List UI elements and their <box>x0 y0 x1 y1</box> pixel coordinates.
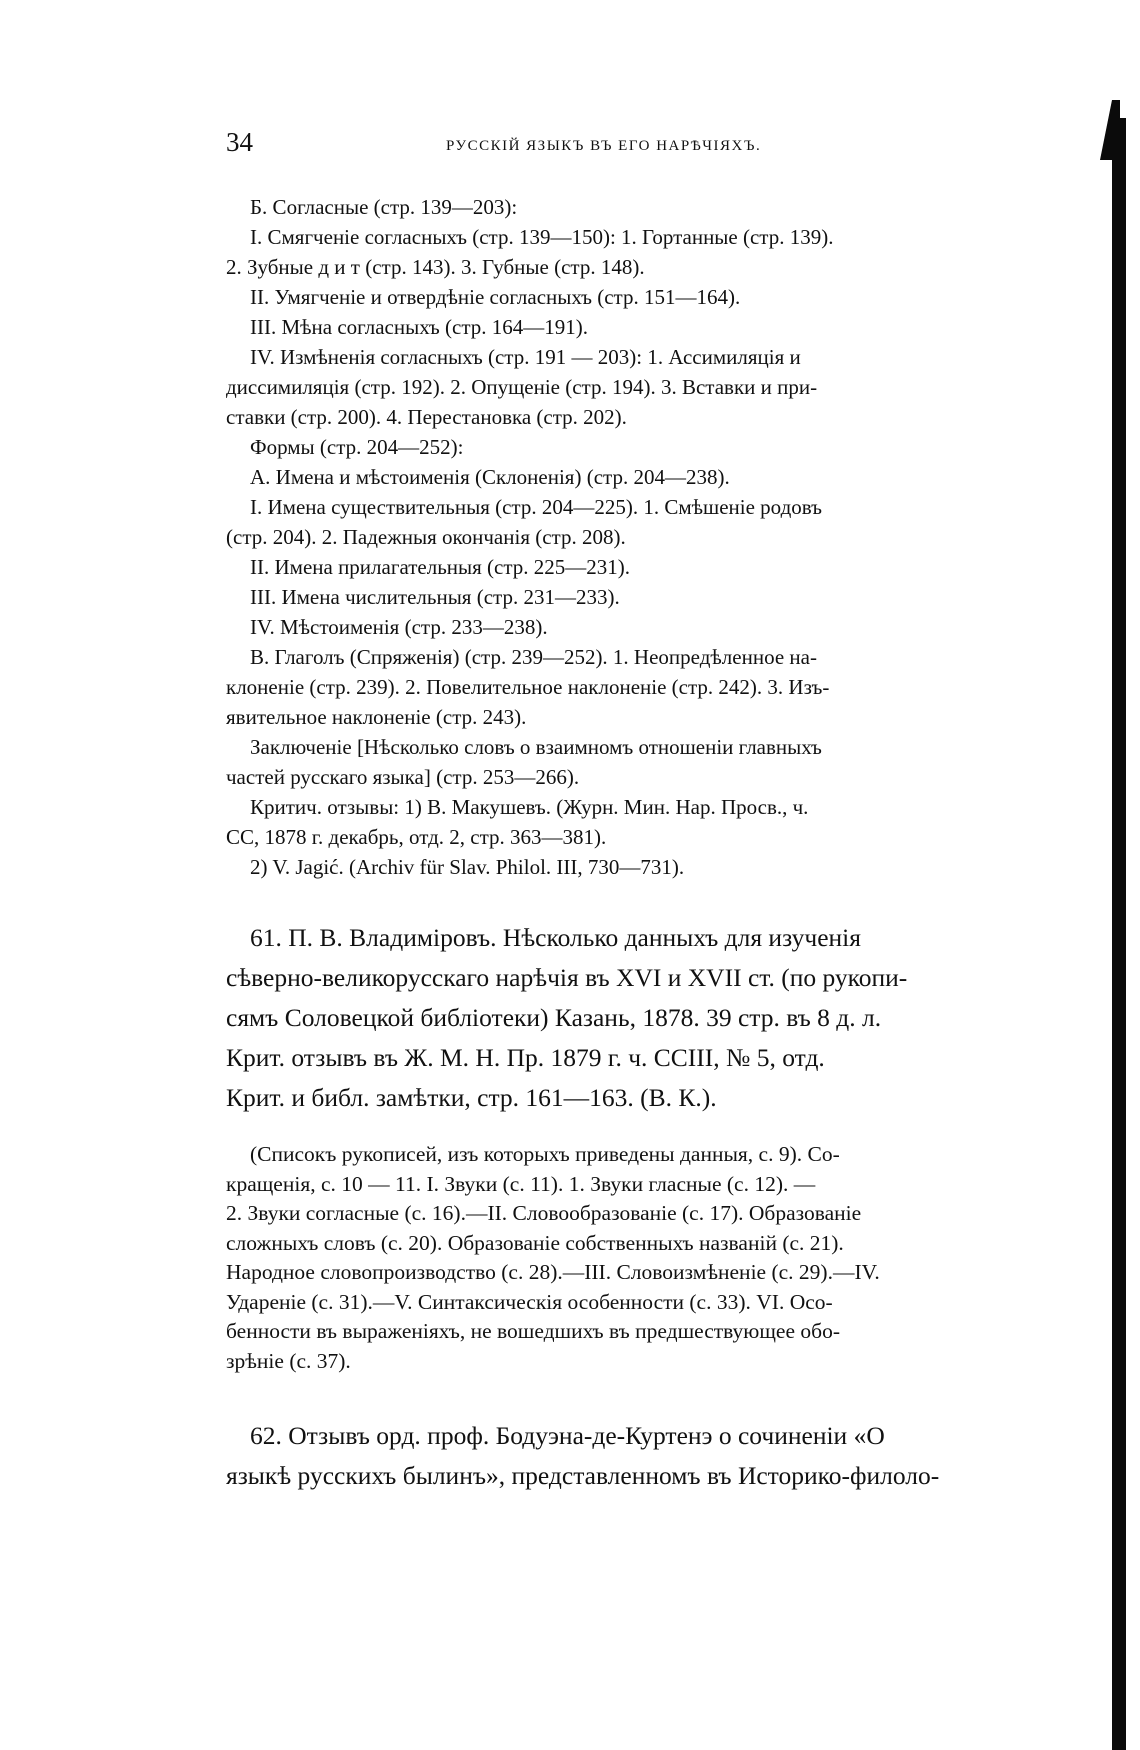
text-line: кращенія, с. 10 — 11. I. Звуки (с. 11). 1. Звуки гласные (с. 12). — <box>226 1171 816 1196</box>
spacer <box>226 882 1026 918</box>
running-title: РУССКІЙ ЯЗЫКЪ ВЪ ЕГО НАРѢЧІЯХЪ. <box>446 138 762 154</box>
spacer <box>226 1376 1026 1416</box>
text-line: Крит. и библ. замѣтки, стр. 161—163. (В. К.). <box>226 1083 717 1112</box>
text-line: явительное наклоненіе (стр. 243). <box>226 705 527 729</box>
text-line: бенности въ выраженіяхъ, не вошедшихъ въ предшествующее обо- <box>226 1319 840 1343</box>
text-line: II. Имена прилагательныя (стр. 225—231). <box>250 555 631 579</box>
page-number: 34 <box>226 127 253 157</box>
text-line: 2. Зубные д и т (стр. 143). 3. Губные (стр. 148). <box>226 255 645 279</box>
text-line: Критич. отзывы: 1) В. Макушевъ. (Журн. Мин. Нар. Просв., ч. <box>250 795 809 819</box>
spacer <box>226 1118 1026 1140</box>
text-line: сѣверно-великорусскаго нарѣчія въ XVI и XVII ст. (по рукопи- <box>226 963 908 992</box>
bibliography-entry-61 <box>226 918 1026 1118</box>
text-line: 2. Звуки согласные (с. 16).—II. Словообразованіе (с. 17). Образованіе <box>226 1201 862 1225</box>
text-line: клоненіе (стр. 239). 2. Повелительное наклоненіе (стр. 242). 3. Изъ- <box>226 675 830 699</box>
text-line: сямъ Соловецкой библіотеки) Казань, 1878. 39 стр. въ 8 д. л. <box>226 1003 882 1032</box>
text-line: частей русскаго языка] (стр. 253—266). <box>226 765 580 789</box>
page-header <box>226 126 1026 166</box>
text-line: Б. Согласные (стр. 139—203): <box>250 195 518 219</box>
text-line: Народное словопроизводство (с. 28).—III. Словоизмѣненіе (с. 29).—IV. <box>226 1260 880 1284</box>
text-line: 61. П. В. Владиміровъ. Нѣсколько данныхъ для изученія <box>250 923 861 952</box>
text-line: I. Смягченіе согласныхъ (стр. 139—150): 1. Гортанные (стр. 139). <box>250 225 834 249</box>
text-line: Заключеніе [Нѣсколько словъ о взаимномъ отношеніи главныхъ <box>250 735 822 759</box>
text-line: (Списокъ рукописей, изъ которыхъ приведены данныя, с. 9). Со- <box>250 1142 840 1166</box>
text-line: ставки (стр. 200). 4. Перестановка (стр. 202). <box>226 405 627 429</box>
text-line: Крит. отзывъ въ Ж. М. Н. Пр. 1879 г. ч. CCIII, № 5, отд. <box>226 1043 825 1072</box>
scan-edge-shadow <box>1112 118 1126 1750</box>
text-line: (стр. 204). 2. Падежныя окончанія (стр. 208). <box>226 525 626 549</box>
section-consonants <box>226 192 1026 882</box>
text-line: I. Имена существительныя (стр. 204—225). 1. Смѣшеніе родовъ <box>250 495 823 519</box>
page-body <box>226 192 1026 1496</box>
text-line: 2) V. Jagić. (Archiv für Slav. Philol. III, 730—731). <box>250 855 685 879</box>
text-line: языкѣ русскихъ былинъ», представленномъ въ Историко-филоло- <box>226 1461 940 1490</box>
text-line: II. Умягченіе и отвердѣніе согласныхъ (стр. 151—164). <box>250 285 741 309</box>
text-line: 62. Отзывъ орд. проф. Бодуэна-де-Куртенэ о сочиненіи «О <box>250 1421 885 1450</box>
text-line: сложныхъ словъ (с. 20). Образованіе собственныхъ названій (с. 21). <box>226 1230 844 1255</box>
text-line: зрѣніе (с. 37). <box>226 1348 351 1373</box>
text-line: СС, 1878 г. декабрь, отд. 2, стр. 363—381). <box>226 825 607 849</box>
text-line: III. Имена числительныя (стр. 231—233). <box>250 585 620 609</box>
entry-61-contents <box>226 1140 1026 1376</box>
text-line: IV. Измѣненія согласныхъ (стр. 191 — 203): 1. Ассимиляція и <box>250 345 801 369</box>
text-line: В. Глаголъ (Спряженія) (стр. 239—252). 1. Неопредѣленное на- <box>250 645 817 669</box>
text-line: IV. Мѣстоименія (стр. 233—238). <box>250 615 548 639</box>
text-line: Удареніе (с. 31).—V. Синтаксическія особенности (с. 33). VI. Осо- <box>226 1289 833 1314</box>
text-line: А. Имена и мѣстоименія (Склоненія) (стр. 204—238). <box>250 465 730 489</box>
bibliography-entry-62 <box>226 1416 1026 1496</box>
text-line: III. Мѣна согласныхъ (стр. 164—191). <box>250 315 588 339</box>
text-line: Формы (стр. 204—252): <box>250 435 464 459</box>
text-line: диссимиляція (стр. 192). 2. Опущеніе (стр. 194). 3. Вставки и при- <box>226 375 818 399</box>
